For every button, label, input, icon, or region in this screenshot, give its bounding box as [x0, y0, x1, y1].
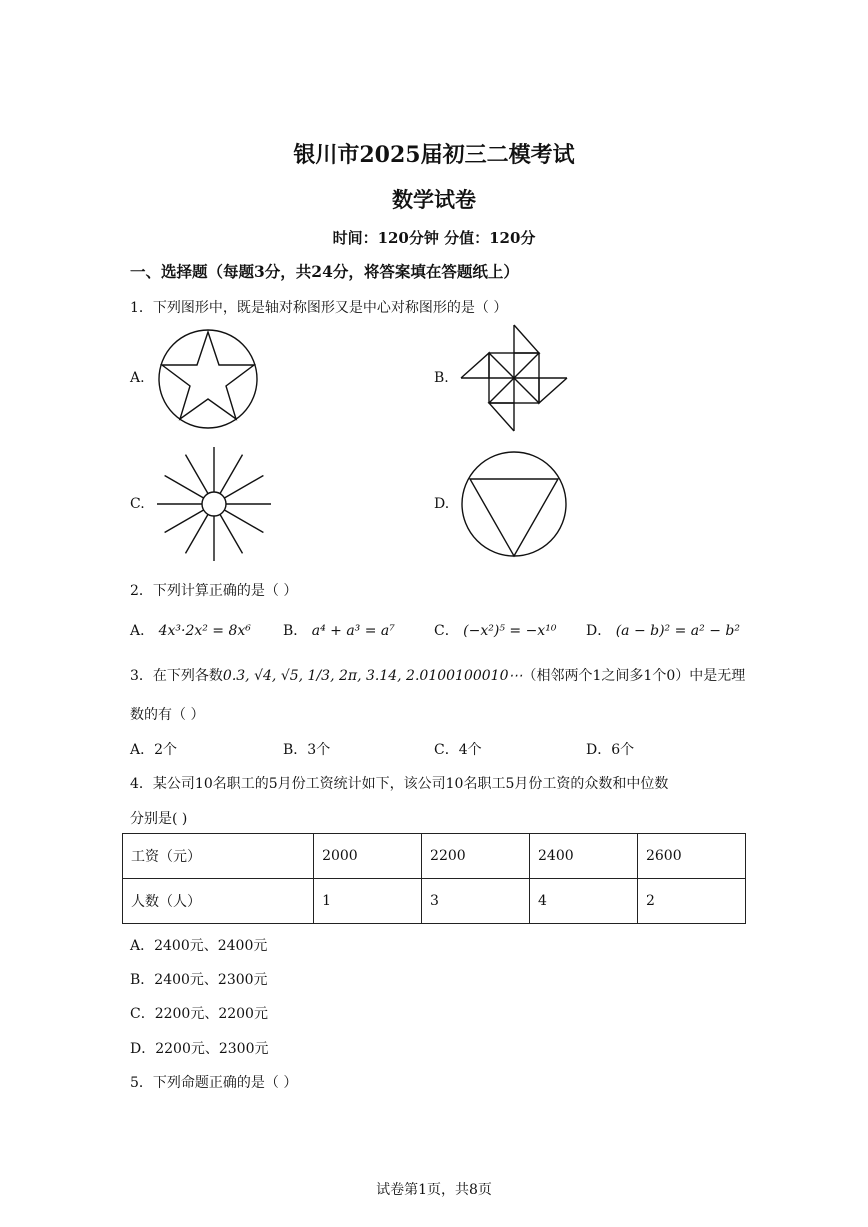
triangle-in-circle-icon — [460, 450, 568, 558]
table-cell: 2000 — [314, 834, 422, 879]
q2-option-b-label: B． — [283, 623, 308, 639]
q3-stem-suffix: （相邻两个1之间多1个0）中是无理 — [522, 668, 746, 684]
table-cell: 人数（人） — [123, 879, 314, 924]
q3-stem — [130, 665, 745, 685]
pinwheel-icon — [459, 325, 569, 431]
q4-stem-line2: 分别是( ) — [130, 811, 188, 827]
star-in-circle-icon — [157, 328, 259, 430]
q2-option-a-expr: 4x³·2x² = 8x⁶ — [158, 623, 251, 639]
table-cell: 2200 — [422, 834, 530, 879]
q2-option-d-expr: (a − b)² = a² − b² — [615, 623, 740, 639]
q2-option-c-expr: (−x²)⁵ = −x¹⁰ — [463, 623, 557, 639]
q2-option-d-label: D． — [586, 623, 612, 639]
table-cell: 1 — [314, 879, 422, 924]
q3-option-d: D．6个 — [586, 742, 635, 758]
q4-stem-line1: 4．某公司10名职工的5月份工资统计如下，该公司10名职工5月份工资的众数和中位数 — [130, 776, 669, 792]
q2-option-b — [283, 620, 395, 640]
q2-option-a-label: A． — [130, 623, 155, 639]
q1-option-a-label: A. — [130, 370, 145, 386]
q3-numbers: 0.3, √4, √5, 1/3, 2π, 3.14, 2.0100100010⋯ — [222, 668, 523, 684]
section-heading: 一、选择题（每题3分，共24分，将答案填在答题纸上） — [130, 262, 519, 281]
q4-option-d: D．2200元、2300元 — [130, 1041, 269, 1057]
q2-option-a — [130, 620, 251, 640]
table-cell: 4 — [530, 879, 638, 924]
q1-stem: 1．下列图形中，既是轴对称图形又是中心对称图形的是（ ） — [130, 300, 508, 316]
q4-option-b: B．2400元、2300元 — [130, 972, 268, 988]
q2-option-c — [434, 620, 556, 640]
q1-option-c-label: C. — [130, 496, 145, 512]
q2-option-d — [586, 620, 740, 640]
table-cell: 2600 — [637, 834, 745, 879]
table-cell: 2400 — [530, 834, 638, 879]
page-footer: 试卷第1页，共8页 — [376, 1182, 492, 1198]
q4-option-c: C．2200元、2200元 — [130, 1006, 268, 1022]
exam-meta: 时间：120分钟 分值：120分 — [332, 229, 536, 247]
q1-option-b-label: B. — [434, 370, 449, 386]
sunburst-icon — [155, 445, 273, 563]
q5-stem: 5．下列命题正确的是（ ） — [130, 1075, 298, 1091]
table-row — [123, 834, 746, 879]
table-cell: 2 — [637, 879, 745, 924]
q3-option-c: C．4个 — [434, 742, 482, 758]
q3-stem-line2: 数的有（ ） — [130, 707, 205, 723]
q1-option-d-label: D. — [434, 496, 450, 512]
q4-option-a: A．2400元、2400元 — [130, 938, 268, 954]
table-row — [123, 879, 746, 924]
q2-option-b-expr: a⁴ + a³ = a⁷ — [311, 623, 395, 639]
q3-option-a: A．2个 — [130, 742, 178, 758]
q3-stem-prefix: 3．在下列各数 — [130, 668, 223, 684]
q2-stem: 2．下列计算正确的是（ ） — [130, 583, 298, 599]
table-cell: 工资（元） — [123, 834, 314, 879]
exam-subtitle: 数学试卷 — [392, 187, 476, 212]
salary-table — [122, 833, 746, 924]
exam-title: 银川市2025届初三二模考试 — [293, 142, 575, 168]
q2-option-c-label: C． — [434, 623, 459, 639]
q3-option-b: B．3个 — [283, 742, 331, 758]
table-cell: 3 — [422, 879, 530, 924]
